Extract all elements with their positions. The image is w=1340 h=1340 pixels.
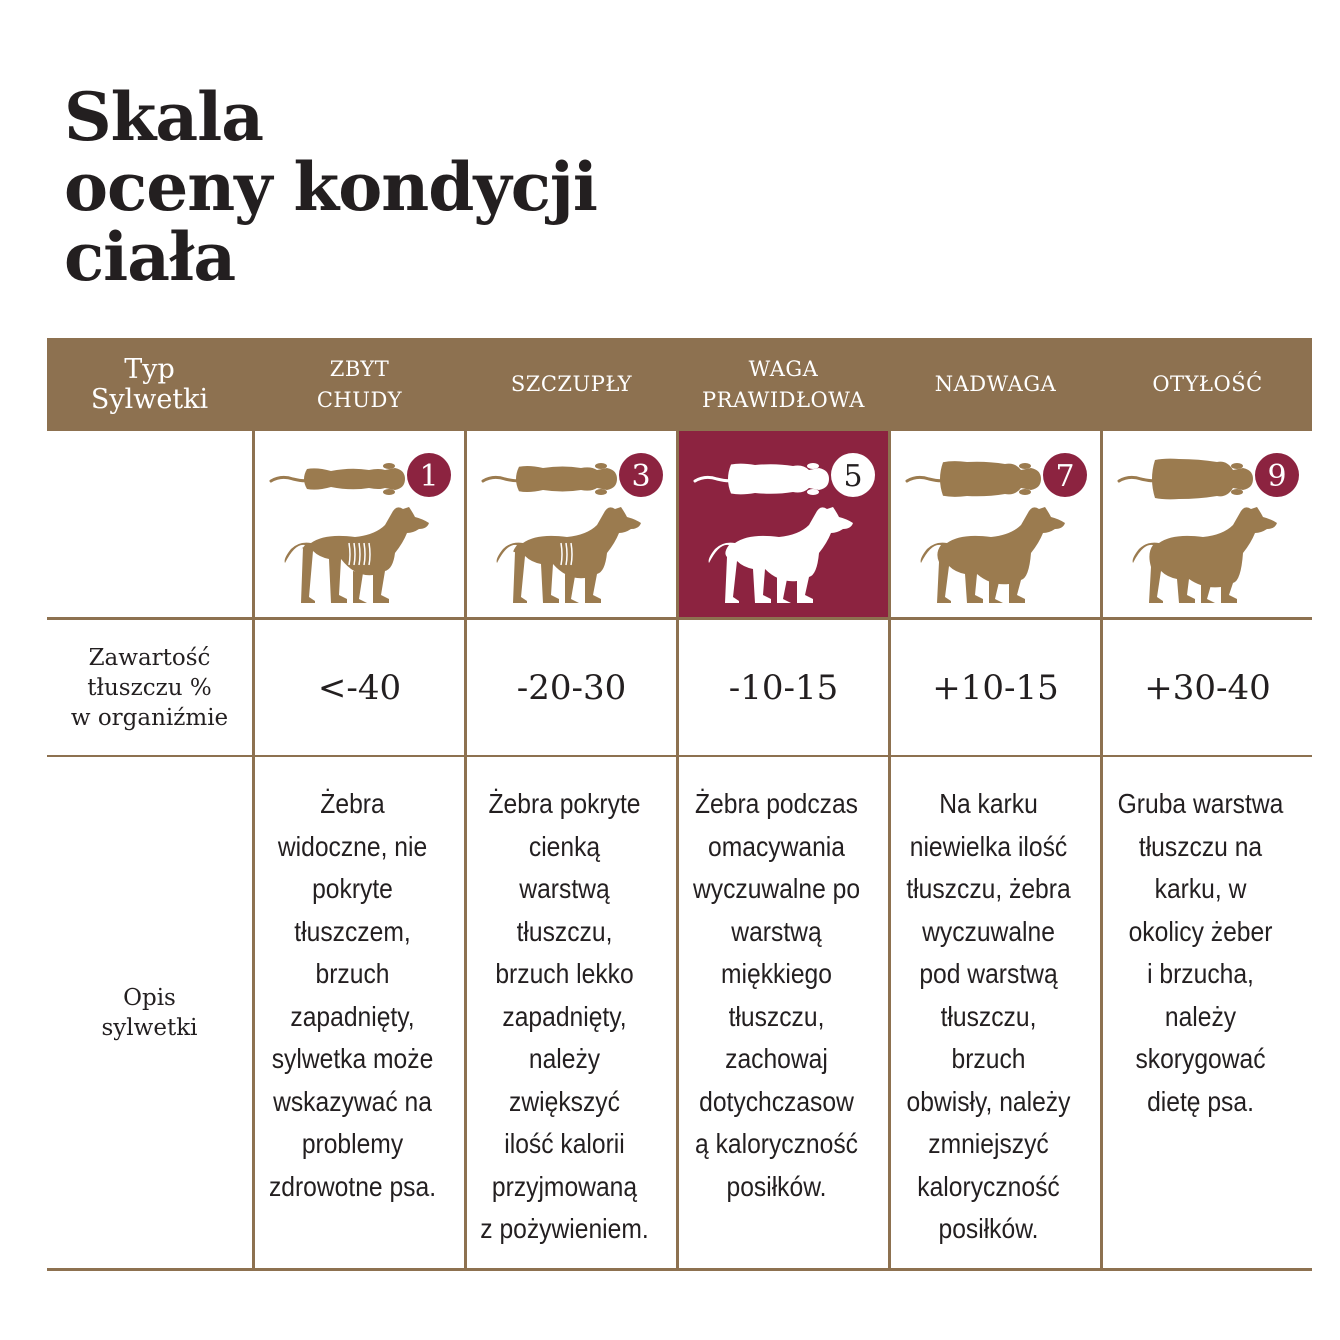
desc-cell-5 <box>1100 757 1312 1271</box>
desc-cell-3 <box>676 757 888 1271</box>
fat-value: <-40 <box>317 667 402 708</box>
header-col-1 <box>252 338 464 431</box>
dog-top-view-icon <box>483 463 617 495</box>
desc-row-header <box>47 757 252 1271</box>
score-badge <box>1255 453 1299 497</box>
dog-illustration-1 <box>252 431 464 620</box>
score-badge <box>1043 453 1087 497</box>
dog-side-view-icon <box>1133 507 1277 603</box>
score-badge <box>619 453 663 497</box>
description-text: Żebra podczas omacywania wyczuwalne po warstwą miękkiego tłuszczu, zachowaj dotychczasow ą kaloryczność posiłków. <box>692 788 861 1202</box>
header-col-2 <box>464 338 676 431</box>
desc-cell-1 <box>252 757 464 1271</box>
desc-row-label: Opis sylwetki <box>101 984 198 1041</box>
body-condition-table <box>47 338 1312 1271</box>
dog-svg <box>255 431 464 617</box>
dog-illustration-2 <box>464 431 676 620</box>
fat-cell-1 <box>252 620 464 757</box>
description-text: Żebra widoczne, nie pokryte tłuszczem, brzuch zapadnięty, sylwetka może wskazywać na problemy zdrowotne psa. <box>268 788 437 1202</box>
header-col-label: WAGA PRAWIDŁOWA <box>702 356 865 412</box>
image-row-label <box>47 431 252 620</box>
desc-cell-2 <box>464 757 676 1271</box>
fat-cell-5 <box>1100 620 1312 757</box>
header-type <box>47 338 252 431</box>
description-text: Żebra pokryte cienką warstwą tłuszczu, brzuch lekko zapadnięty, należy zwiększyć ilość kalorii przyjmowaną z pożywieniem. <box>480 788 649 1244</box>
dog-svg <box>467 431 676 617</box>
dog-illustration-4 <box>888 431 1100 620</box>
fat-cell-2 <box>464 620 676 757</box>
dog-svg <box>891 431 1100 617</box>
fat-cell-3 <box>676 620 888 757</box>
header-col-4 <box>888 338 1100 431</box>
description-text: Na karku niewielka ilość tłuszczu, żebra wyczuwalne pod warstwą tłuszczu, brzuch obwisły, należy zmniejszyć kaloryczność posiłków. <box>906 788 1071 1244</box>
dog-top-view-icon <box>271 463 405 495</box>
header-col-label: SZCZUPŁY <box>510 372 633 396</box>
page-title <box>64 78 597 296</box>
dog-top-view-icon <box>907 461 1041 497</box>
score-badge <box>831 453 875 497</box>
fat-value: -10-15 <box>728 667 839 708</box>
fat-value: +30-40 <box>1144 667 1271 708</box>
fat-row-header <box>47 620 252 757</box>
dog-side-view-icon <box>709 507 853 603</box>
dog-svg <box>679 431 888 617</box>
dog-side-view-icon <box>921 507 1065 603</box>
fat-cell-4 <box>888 620 1100 757</box>
score-badge <box>407 453 451 497</box>
description-text: Gruba warstwa tłuszczu na karku, w okolicy żeber i brzucha, należy skorygować dietę psa. <box>1117 788 1284 1117</box>
fat-value: -20-30 <box>516 667 627 708</box>
header-type-label: Typ Sylwetki <box>90 353 209 415</box>
score-number: 9 <box>1267 459 1287 494</box>
fat-row-label: Zawartość tłuszczu % w organiźmie <box>70 644 229 731</box>
header-col-3 <box>676 338 888 431</box>
dog-illustration-5 <box>1100 431 1312 620</box>
title-line-3: ciała <box>64 218 236 296</box>
score-number: 7 <box>1055 459 1075 494</box>
title-line-1: Skala <box>64 78 263 156</box>
score-number: 3 <box>631 459 651 494</box>
dog-top-view-icon <box>1119 459 1253 500</box>
title-line-2: oceny kondycji <box>64 148 597 226</box>
desc-cell-4 <box>888 757 1100 1271</box>
score-number: 1 <box>419 459 439 494</box>
score-number: 5 <box>843 459 863 494</box>
header-col-label: OTYŁOŚĆ <box>1152 372 1263 396</box>
header-col-label: NADWAGA <box>934 372 1057 396</box>
dog-top-view-icon <box>695 463 829 495</box>
header-col-label: ZBYT CHUDY <box>316 356 403 412</box>
dog-side-view-icon <box>497 507 641 603</box>
header-col-5 <box>1100 338 1312 431</box>
dog-illustration-3 <box>676 431 888 620</box>
fat-value: +10-15 <box>932 667 1059 708</box>
dog-svg <box>1103 431 1312 617</box>
dog-side-view-icon <box>285 507 429 603</box>
